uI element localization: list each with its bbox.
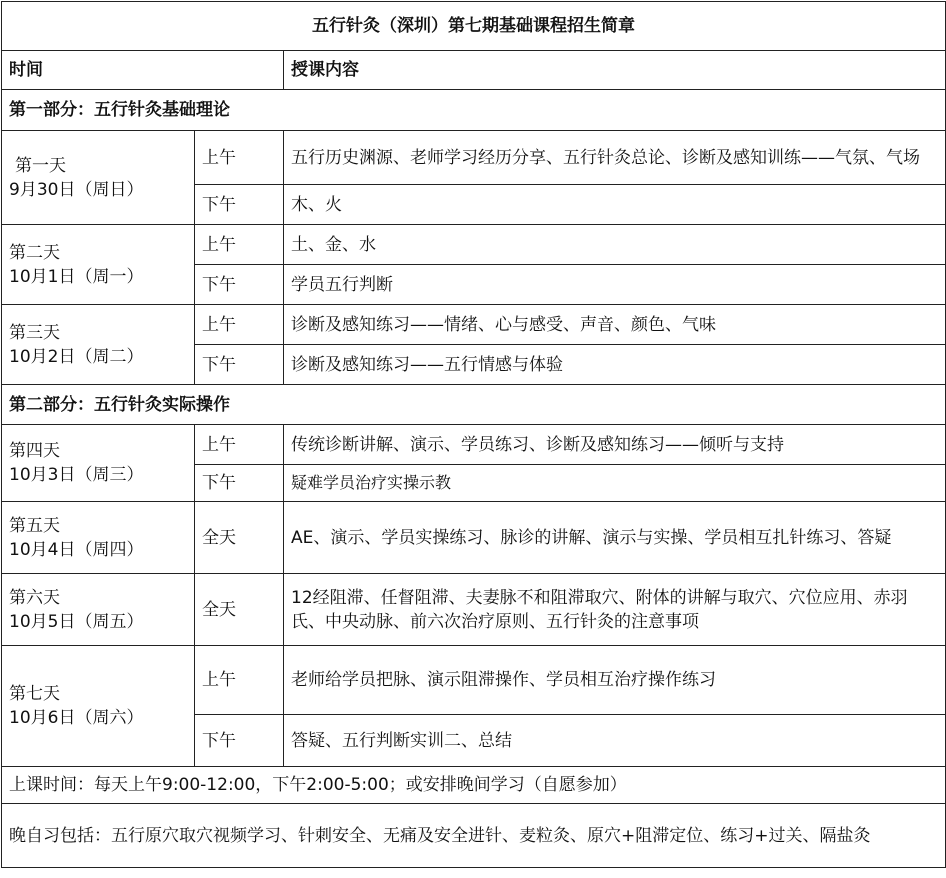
content-cell: AE、演示、学员实操练习、脉诊的讲解、演示与实操、学员相互扎针练习、答疑 (284, 502, 946, 574)
day-label: 第六天 (9, 587, 60, 608)
content-cell: 土、金、水 (284, 225, 946, 265)
day-cell (2, 646, 195, 767)
period-cell: 上午 (195, 425, 284, 465)
day-label: 第四天 (9, 441, 60, 461)
content-cell: 木、火 (284, 185, 946, 225)
period-cell: 下午 (195, 465, 284, 502)
class-time-note: 上课时间：每天上午9:00-12:00，下午2:00-5:00；或安排晚间学习（自愿参加） (2, 767, 946, 804)
title-row (2, 2, 946, 51)
day-label: 第一天 (15, 155, 66, 176)
period-cell: 下午 (195, 345, 284, 385)
content-cell: 学员五行判断 (284, 265, 946, 305)
day-date: 10月3日（周三） (9, 465, 144, 485)
table-row (2, 225, 946, 265)
day-date: 9月30日（周日） (9, 179, 144, 200)
period-cell: 下午 (195, 185, 284, 225)
period-cell: 上午 (195, 305, 284, 345)
content-cell: 五行历史渊源、老师学习经历分享、五行针灸总论、诊断及感知训练——气氛、气场 (284, 131, 946, 185)
table-row (2, 502, 946, 574)
day-cell (2, 225, 195, 305)
day-date: 10月6日（周六） (9, 708, 144, 728)
content-cell: 答疑、五行判断实训二、总结 (284, 715, 946, 767)
period-cell: 上午 (195, 646, 284, 715)
table-row (2, 425, 946, 465)
content-cell: 传统诊断讲解、演示、学员练习、诊断及感知练习——倾听与支持 (284, 425, 946, 465)
period-cell: 下午 (195, 715, 284, 767)
course-schedule-table (1, 1, 946, 868)
period-cell: 全天 (195, 502, 284, 574)
content-cell: 12经阻滞、任督阻滞、夫妻脉不和阻滞取穴、附体的讲解与取穴、穴位应用、赤羽氏、中央动脉、前六次治疗原则、五行针灸的注意事项 (284, 574, 946, 646)
footer-row (2, 767, 946, 804)
day-label: 第三天 (9, 322, 60, 343)
content-header: 授课内容 (284, 51, 946, 90)
day-date: 10月5日（周五） (9, 611, 144, 632)
day-label: 第二天 (9, 242, 60, 263)
section-row (2, 385, 946, 425)
evening-study-note: 晚自习包括：五行原穴取穴视频学习、针刺安全、无痛及安全进针、麦粒灸、原穴+阻滞定位、练习+过关、隔盐灸 (2, 804, 946, 868)
period-cell: 上午 (195, 131, 284, 185)
day-cell (2, 305, 195, 385)
day-cell (2, 502, 195, 574)
day-date: 10月1日（周一） (9, 266, 144, 287)
day-label: 第五天 (9, 515, 60, 536)
day-date: 10月4日（周四） (9, 539, 144, 560)
content-cell: 疑难学员治疗实操示教 (284, 465, 946, 502)
table-row (2, 305, 946, 345)
period-cell: 上午 (195, 225, 284, 265)
footer-row (2, 804, 946, 868)
day-label: 第七天 (9, 684, 60, 704)
content-cell: 诊断及感知练习——情绪、心与感受、声音、颜色、气味 (284, 305, 946, 345)
day-cell (2, 131, 195, 225)
table-row (2, 646, 946, 715)
section-row (2, 90, 946, 131)
period-cell: 全天 (195, 574, 284, 646)
table-row (2, 131, 946, 185)
page-title: 五行针灸（深圳）第七期基础课程招生简章 (2, 2, 946, 51)
table-row (2, 574, 946, 646)
content-cell: 老师给学员把脉、演示阻滞操作、学员相互治疗操作练习 (284, 646, 946, 715)
section-title-part1: 第一部分：五行针灸基础理论 (2, 90, 946, 131)
section-title-part2: 第二部分：五行针灸实际操作 (2, 385, 946, 425)
day-cell (2, 574, 195, 646)
day-cell (2, 425, 195, 502)
period-cell: 下午 (195, 265, 284, 305)
time-header: 时间 (2, 51, 284, 90)
day-date: 10月2日（周二） (9, 346, 144, 367)
content-cell: 诊断及感知练习——五行情感与体验 (284, 345, 946, 385)
header-row (2, 51, 946, 90)
